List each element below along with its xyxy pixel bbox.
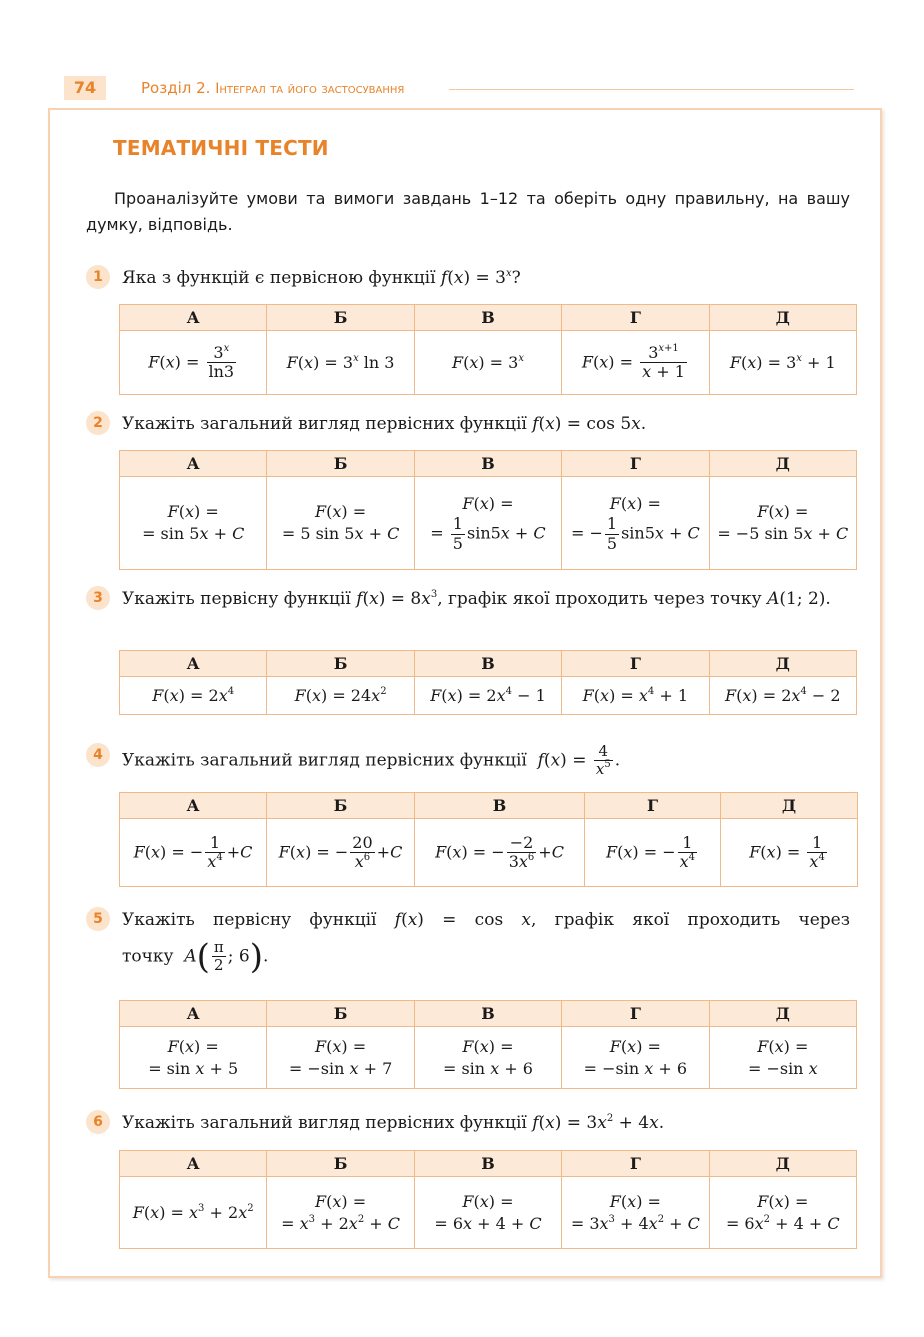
option-label: А (120, 1001, 267, 1027)
option-label: Б (267, 1151, 414, 1177)
question-text: Укажіть загальний вигляд первісних функції f(x) = cos 5x. (122, 414, 647, 434)
option-label: Б (267, 793, 415, 819)
option-label: Б (267, 451, 414, 477)
question-number: 6 (86, 1110, 110, 1134)
option-label: А (120, 1151, 267, 1177)
option-label: А (120, 451, 267, 477)
chapter-label: Розділ 2. (141, 79, 211, 97)
answer-option[interactable]: F(x) = $\frac{3^x}{\ln 3}$ (120, 331, 267, 395)
question-text: Укажіть первісну функції $f(x) = 8x^3$, графік якої проходить через точку A(1; 2). (122, 589, 831, 609)
question-text: Укажіть загальний вигляд первісних функції $f(x) = 3x^2 + 4x$. (122, 1113, 665, 1133)
question-number: 1 (86, 265, 110, 289)
option-label: Г (585, 793, 721, 819)
question-number: 2 (86, 411, 110, 435)
page-number: 74 (64, 76, 106, 100)
question-text: Укажіть загальний вигляд первісних функції f(x) = $\frac{4}{x^5}$ . (122, 742, 621, 779)
answer-option[interactable]: F(x) = = sin x + 5 (120, 1027, 267, 1089)
answer-option[interactable]: $F(x) = x^3 + 2x^2$ (120, 1177, 267, 1249)
answer-option[interactable]: F(x) = = sin 5x + C (120, 477, 267, 570)
question-number: 4 (86, 743, 110, 767)
answer-option[interactable]: F(x) = = 5 sin 5x + C (267, 477, 414, 570)
intro-text: Проаналізуйте умови та вимоги завдань 1–12 та оберіть одну правильну, на вашу думку, відповідь. (86, 189, 850, 234)
option-label: В (414, 651, 561, 677)
answer-option[interactable]: $F(x) = 24x^2$ (267, 677, 414, 715)
answer-option[interactable]: F(x) = = −sin x (709, 1027, 856, 1089)
answer-option[interactable]: $F(x) = 2x^4$ (120, 677, 267, 715)
answer-option[interactable]: $F(x) = 3^x$ (414, 331, 561, 395)
header-rule (449, 89, 854, 90)
answer-table-2 (119, 450, 857, 570)
answer-option[interactable]: F(x) = − $\frac{-2}{3x^6}$ +C (415, 819, 585, 887)
option-label: Д (721, 793, 858, 819)
option-label: Д (709, 451, 856, 477)
answer-option[interactable]: F(x) = − $\frac{1}{x^4}$ (585, 819, 721, 887)
answer-option[interactable]: F(x) = $\frac{1}{x^4}$ (721, 819, 858, 887)
answer-option[interactable]: $F(x) = x^4 + 1$ (562, 677, 709, 715)
option-label: Б (267, 305, 414, 331)
option-label: Б (267, 651, 414, 677)
option-label: Г (562, 305, 709, 331)
option-label: Г (562, 651, 709, 677)
option-label: В (415, 793, 585, 819)
answer-option[interactable]: F(x) = = $\frac{1}{5}$ sin5x + C (414, 477, 561, 570)
option-label: В (414, 1151, 561, 1177)
question-text: Укажіть первісну функції f(x) = cos x, графік якої проходить через точку A( $\frac{\pi}{2}$ ; 6). (122, 910, 850, 977)
answer-option[interactable]: F(x) = = $x^3 + 2x^2 + C$ (267, 1177, 414, 1249)
answer-option[interactable]: F(x) = = 6x + 4 + C (414, 1177, 561, 1249)
answer-option[interactable]: $F(x) = 2x^4 - 1$ (414, 677, 561, 715)
answer-table-1 (119, 304, 857, 395)
answer-option[interactable]: F(x) = = sin x + 6 (414, 1027, 561, 1089)
option-label: Д (709, 305, 856, 331)
answer-table-4 (119, 792, 858, 887)
answer-table-6 (119, 1150, 857, 1249)
answer-option[interactable]: F(x) = = −5 sin 5x + C (709, 477, 856, 570)
answer-option[interactable]: F(x) = = − $\frac{1}{5}$ sin5x + C (562, 477, 709, 570)
option-label: Д (709, 651, 856, 677)
answer-option[interactable]: $F(x) = 2x^4 - 2$ (709, 677, 856, 715)
option-label: Г (562, 1151, 709, 1177)
option-label: Б (267, 1001, 414, 1027)
chapter-topic: Інтеграл та його застосування (215, 81, 405, 97)
answer-table-5 (119, 1000, 857, 1089)
answer-option[interactable]: $F(x) = 3^x + 1$ (709, 331, 856, 395)
option-label: А (120, 793, 267, 819)
answer-option[interactable]: F(x) = = $6x^2 + 4 + C$ (709, 1177, 856, 1249)
answer-option[interactable]: F(x) = = $3x^3 + 4x^2 + C$ (562, 1177, 709, 1249)
option-label: В (414, 1001, 561, 1027)
question-number: 3 (86, 586, 110, 610)
answer-option[interactable]: F(x) = − $\frac{1}{x^4}$ +C (120, 819, 267, 887)
option-label: Д (709, 1151, 856, 1177)
option-label: В (414, 451, 561, 477)
option-label: А (120, 651, 267, 677)
answer-table-3 (119, 650, 857, 715)
question-number: 5 (86, 907, 110, 931)
answer-option[interactable]: F(x) = $\frac{3^{x+1}}{x + 1}$ (562, 331, 709, 395)
option-label: Г (562, 451, 709, 477)
section-title: ТЕМАТИЧНІ ТЕСТИ (113, 136, 329, 160)
answer-option[interactable]: F(x) = − $\frac{20}{x^6}$ +C (267, 819, 415, 887)
option-label: А (120, 305, 267, 331)
answer-option[interactable]: F(x) = = −sin x + 6 (562, 1027, 709, 1089)
answer-option[interactable]: F(x) = = −sin x + 7 (267, 1027, 414, 1089)
question-text: Яка з функцій є первісною функції $f(x) = 3^x$? (122, 268, 521, 288)
answer-option[interactable]: $F(x) = 3^x$ ln 3 (267, 331, 414, 395)
option-label: Д (709, 1001, 856, 1027)
chapter-title (141, 79, 404, 97)
option-label: В (414, 305, 561, 331)
option-label: Г (562, 1001, 709, 1027)
page-header (64, 76, 854, 102)
